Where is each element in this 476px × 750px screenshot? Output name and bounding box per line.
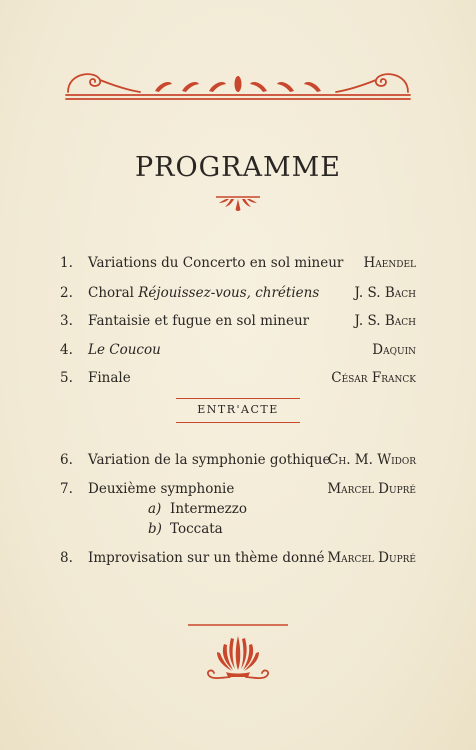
- composer-name: Haendel: [363, 255, 416, 271]
- composer-name: Daquin: [372, 342, 416, 358]
- programme-item: [60, 548, 416, 568]
- divider: [176, 422, 300, 423]
- programme-item: [60, 479, 416, 499]
- movement-name: Intermezzo: [170, 501, 248, 517]
- composer-name: Marcel Dupré: [327, 550, 416, 566]
- item-number: 2.: [60, 285, 73, 301]
- programme-item: [60, 311, 416, 331]
- intermission-text: ENTR'ACTE: [197, 403, 279, 416]
- composer-name: J. S. Bach: [354, 285, 416, 301]
- composer-name: J. S. Bach: [354, 313, 416, 329]
- composer-name: Marcel Dupré: [327, 481, 416, 497]
- work-title: Le Coucou: [88, 342, 161, 358]
- palmette-ornament: [186, 622, 290, 686]
- title-ornament: [214, 195, 262, 213]
- programme-item: [60, 368, 416, 388]
- page-title: PROGRAMME: [134, 152, 342, 183]
- work-title: Choral Réjouissez-vous, chrétiens: [88, 285, 320, 301]
- work-title: Deuxième symphonie: [88, 481, 235, 497]
- movement-item: [148, 519, 223, 539]
- work-title: Variations du Concerto en sol mineur: [88, 255, 344, 271]
- programme-item: [60, 253, 416, 273]
- item-number: 6.: [60, 452, 73, 468]
- divider: [176, 398, 300, 399]
- item-number: 1.: [60, 255, 73, 271]
- top-ornament: [60, 62, 416, 104]
- work-title: Fantaisie et fugue en sol mineur: [88, 313, 310, 329]
- programme-item: [60, 283, 416, 303]
- movement-letter: b): [148, 521, 162, 537]
- composer-name: Ch. M. Widor: [328, 452, 416, 468]
- programme-item: [60, 340, 416, 360]
- item-number: 3.: [60, 313, 73, 329]
- work-title: Improvisation sur un thème donné: [88, 550, 325, 566]
- work-title: Variation de la symphonie gothique: [88, 452, 331, 468]
- programme-item: [60, 450, 416, 470]
- movement-name: Toccata: [170, 521, 223, 537]
- item-number: 7.: [60, 481, 73, 497]
- movement-item: [148, 499, 247, 519]
- item-number: 8.: [60, 550, 73, 566]
- item-number: 4.: [60, 342, 73, 358]
- composer-name: César Franck: [331, 370, 416, 386]
- intermission-label: [176, 396, 300, 426]
- item-number: 5.: [60, 370, 73, 386]
- movement-letter: a): [148, 501, 162, 517]
- work-title: Finale: [88, 370, 131, 386]
